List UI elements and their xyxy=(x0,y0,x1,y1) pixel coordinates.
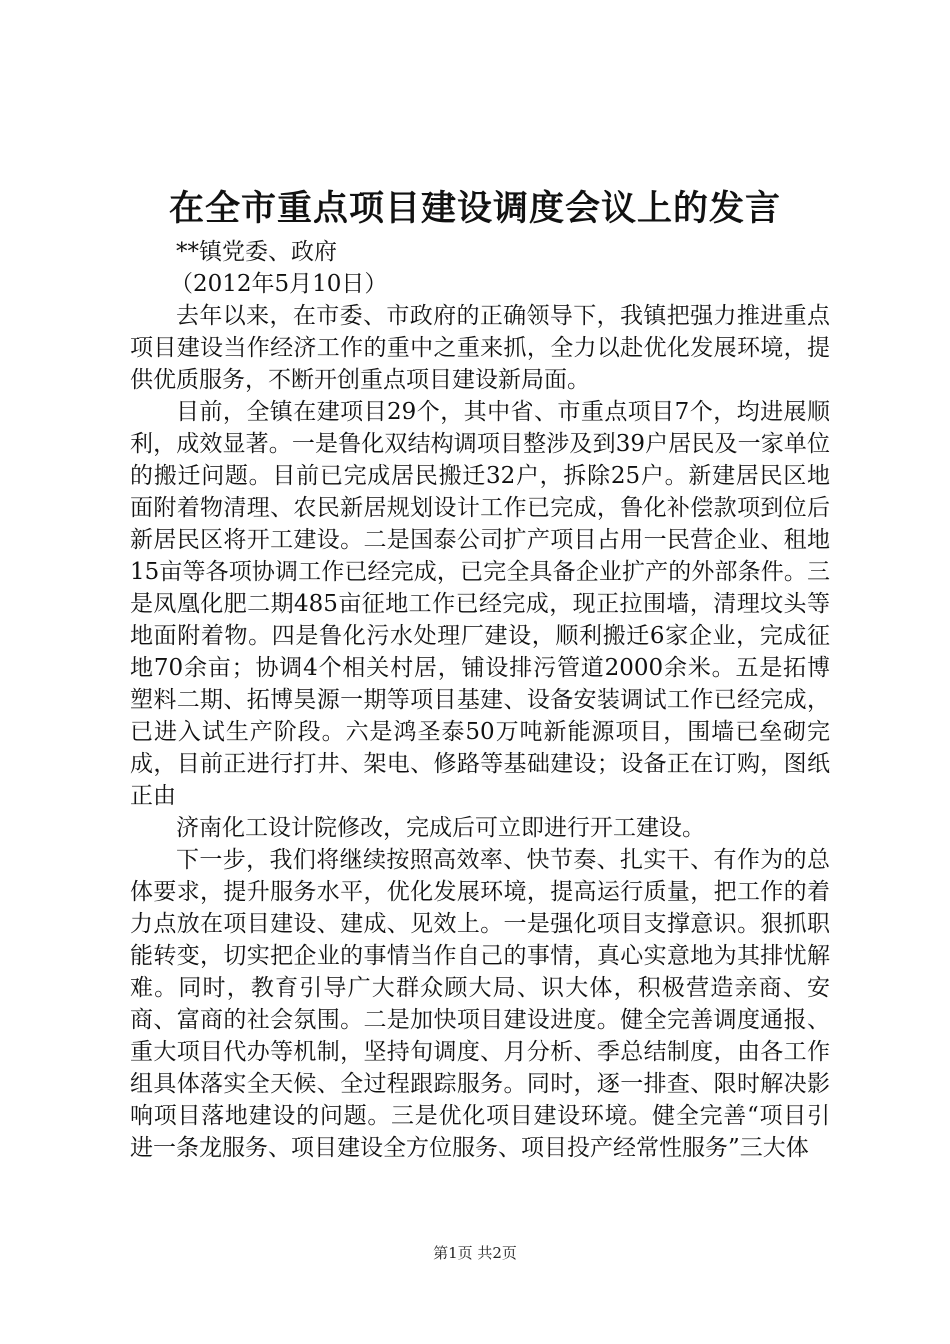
paragraph-4: 下一步，我们将继续按照高效率、快节奏、扎实干、有作为的总体要求，提升服务水平，优化发展环境，提高运行质量，把工作的着力点放在项目建设、建成、见效上。一是强化项目支撑意识。狠抓职能转变，切实把企业的事情当作自己的事情，真心实意地为其排忧解难。同时，教育引导广大群众顾大局、识大体，积极营造亲商、安商、富商的社会氛围。二是加快项目建设进度。健全完善调度通报、重大项目代办等机制，坚持旬调度、月分析、季总结制度，由各工作组具体落实全天候、全过程跟踪服务。同时，逐一排查、限时解决影响项目落地建设的问题。三是优化项目建设环境。健全完善“项目引进一条龙服务、项目建设全方位服务、项目投产经常性服务”三大体 xyxy=(130,847,830,1161)
document-body xyxy=(130,236,830,1164)
paragraph-2: 目前，全镇在建项目29个，其中省、市重点项目7个，均进展顺利，成效显著。一是鲁化双结构调项目整涉及到39户居民及一家单位的搬迁问题。目前已完成居民搬迁32户，拆除25户。新建居民区地面附着物清理、农民新居规划设计工作已完成，鲁化补偿款项到位后新居民区将开工建设。二是国泰公司扩产项目占用一民营企业、租地15亩等各项协调工作已经完成，已完全具备企业扩产的外部条件。三是凤凰化肥二期485亩征地工作已经完成，现正拉围墙，清理坟头等地面附着物。四是鲁化污水处理厂建设，顺利搬迁6家企业，完成征地70余亩；协调4个相关村居，铺设排污管道2000余米。五是拓博塑料二期、拓博昊源一期等项目基建、设备安装调试工作已经完成，已进入试生产阶段。六是鸿圣泰50万吨新能源项目，围墙已垒砌完成，目前正进行打井、架电、修路等基础建设；设备正在订购，图纸正由 xyxy=(130,399,830,809)
date-line: （2012年5月10日） xyxy=(170,271,388,297)
page-footer: 第1页 共2页 xyxy=(433,1244,517,1262)
paragraph-3: 济南化工设计院修改，完成后可立即进行开工建设。 xyxy=(176,815,705,841)
author-line: **镇党委、政府 xyxy=(176,239,337,265)
paragraph-1: 去年以来，在市委、市政府的正确领导下，我镇把强力推进重点项目建设当作经济工作的重中之重来抓，全力以赴优化发展环境，提供优质服务，不断开创重点项目建设新局面。 xyxy=(130,303,830,393)
document-title: 在全市重点项目建设调度会议上的发言 xyxy=(168,188,781,229)
